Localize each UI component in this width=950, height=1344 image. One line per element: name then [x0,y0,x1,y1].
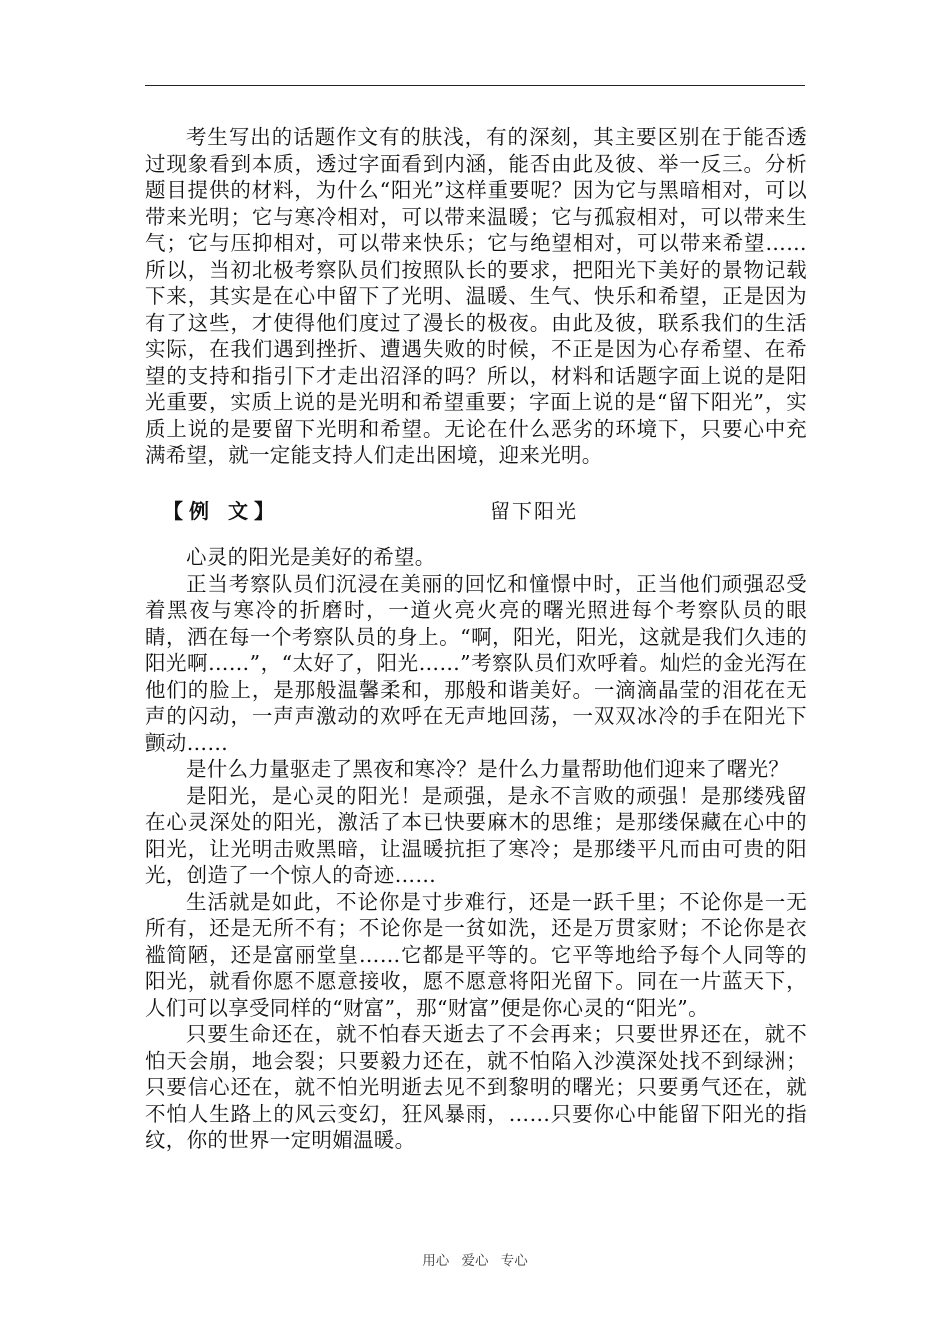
essay-paragraph: 是什么力量驱走了黑夜和寒冷？是什么力量帮助他们迎来了曙光？ [186,757,790,781]
essay-paragraph: 心灵的阳光是美好的希望。 [186,545,436,569]
essay-paragraph: 生活就是如此，不论你是寸步难行，还是一跃千里；不论你是一无所有，还是无所不有；不论你是一贫如洗，还是万贯家财；不论你是衣褴简陋，还是富丽堂皇……它都是平等的。它平等地给予每个人同等的阳光，就看你愿不愿意接收，愿不愿意将阳光留下。同在一片蓝天下，人们可以享受同样的“财富”，那“财富”便是你心灵的“阳光”。 [145,889,807,1020]
analysis-paragraph: 考生写出的话题作文有的肤浅，有的深刻，其主要区别在于能否透过现象看到本质，透过字面看到内涵，能否由此及彼、举一反三。分析题目提供的材料，为什么“阳光”这样重要呢？因为它与黑暗相对，可以带来光明；它与寒冷相对，可以带来温暖；它与孤寂相对，可以带来生气；它与压抑相对，可以带来快乐；它与绝望相对，可以带来希望……所以，当初北极考察队员们按照队长的要求，把阳光下美好的景物记载下来，其实是在心中留下了光明、温暖、生气、快乐和希望，正是因为有了这些，才使得他们度过了漫长的极夜。由此及彼，联系我们的生活实际，在我们遇到挫折、遭遇失败的时候，不正是因为心存希望、在希望的支持和指引下才走出沼泽的吗？所以，材料和话题字面上说的是阳光重要，实质上说的是光明和希望重要；字面上说的是“留下阳光”，实质上说的是要留下光明和希望。无论在什么恶劣的环境下，只要心中充满希望，就一定能支持人们走出困境，迎来光明。 [145,125,807,467]
header-rule [145,85,805,86]
essay-paragraph: 只要生命还在，就不怕春天逝去了不会再来；只要世界还在，就不怕天会崩，地会裂；只要毅力还在，就不怕陷入沙漠深处找不到绿洲；只要信心还在，就不怕光明逝去见不到黎明的曙光；只要勇气还在，就不怕人生路上的风云变幻，狂风暴雨，……只要你心中能留下阳光的指纹，你的世界一定明媚温暖。 [145,1022,807,1152]
essay-paragraph: 是阳光，是心灵的阳光！是顽强，是永不言败的顽强！是那缕残留在心灵深处的阳光，激活了本已快要麻木的思维；是那缕保藏在心中的阳光，让光明击败黑暗，让温暖抗拒了寒冷；是那缕平凡而由可贵的阳光，创造了一个惊人的奇迹…… [145,783,807,887]
page-footer: 用心 爱心 专心 [422,1253,528,1269]
essay-paragraph: 正当考察队员们沉浸在美丽的回忆和憧憬中时，正当他们顽强忍受着黑夜与寒冷的折磨时，一道火亮火亮的曙光照进每个考察队员的眼睛，洒在每一个考察队员的身上。“啊，阳光，阳光，这就是我们久违的阳光啊……”，“太好了，阳光……”考察队员们欢呼着。灿烂的金光泻在他们的脸上，是那般温馨柔和，那般和谐美好。一滴滴晶莹的泪花在无声的闪动，一声声激动的欢呼在无声地回荡，一双双冰冷的手在阳光下颤动…… [145,571,807,755]
essay-body [145,544,807,1154]
essay-title: 留下阳光 [490,499,578,523]
analysis-section [145,124,807,469]
example-label: 【例 文】 [163,499,280,523]
example-heading [145,497,807,525]
